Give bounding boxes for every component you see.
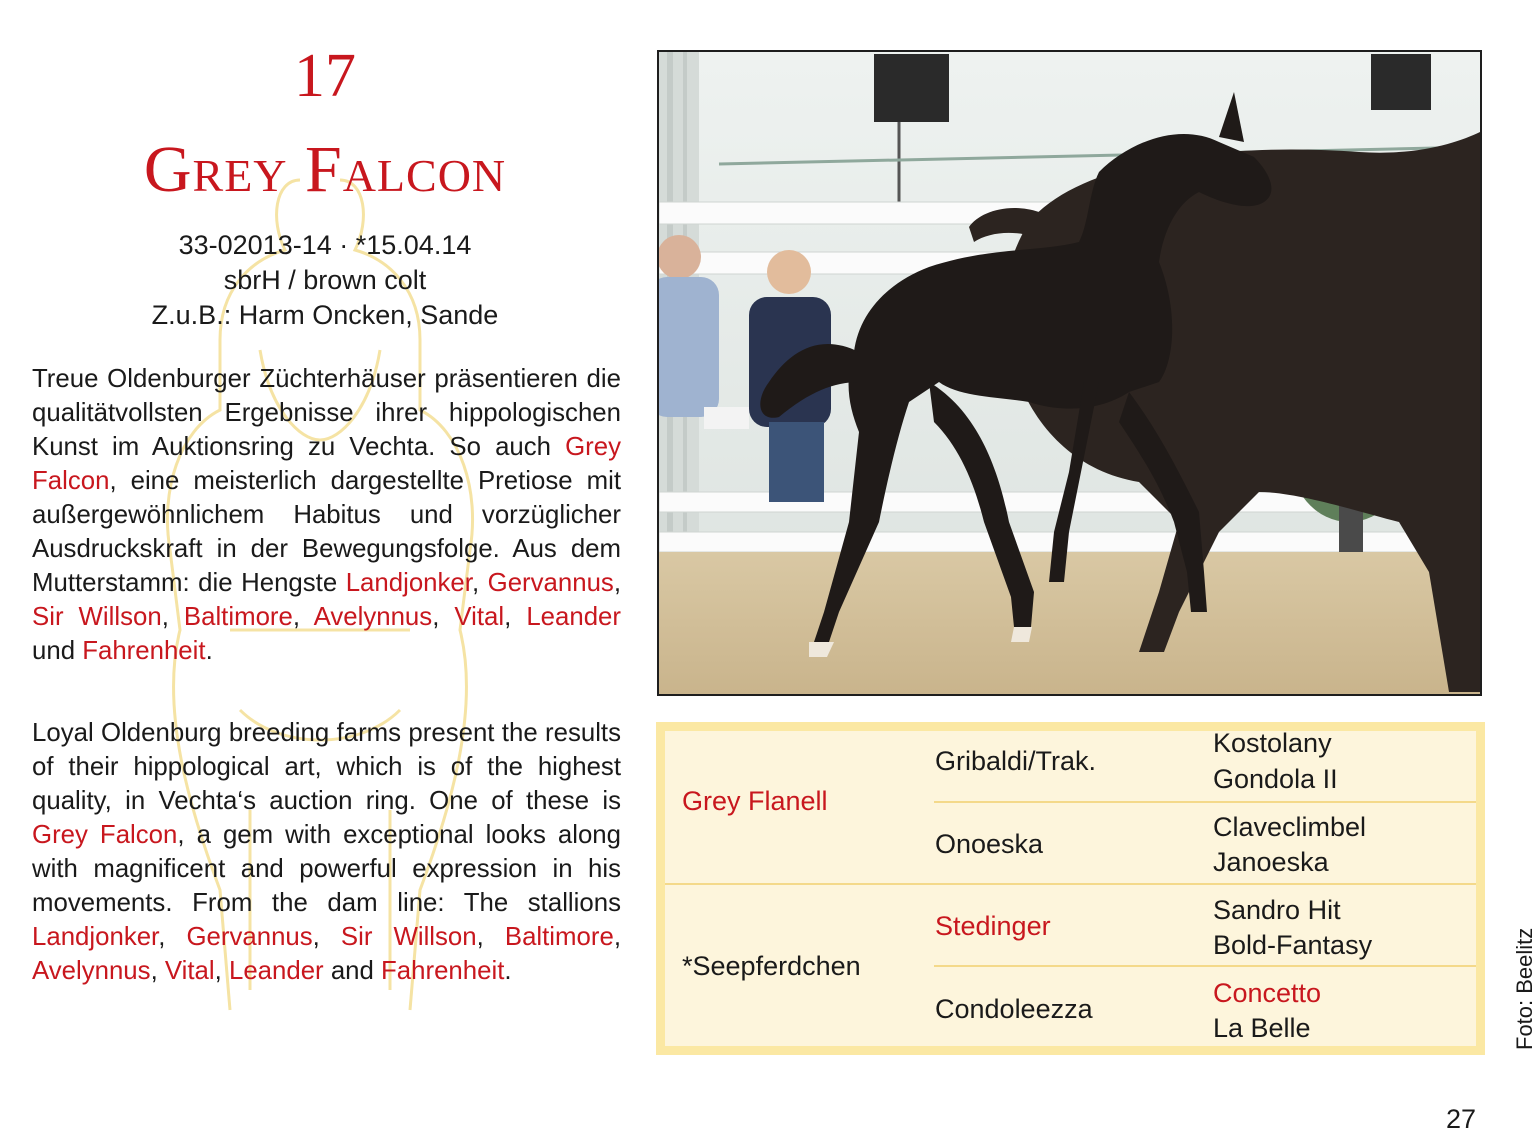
conjunction: and — [330, 957, 374, 985]
pedigree-sire-sire: Gribaldi/Trak. — [935, 746, 1097, 776]
stallion-name: Gervannus — [186, 923, 313, 951]
stallion-name: Fahrenheit — [381, 957, 505, 985]
conjunction: und — [32, 637, 76, 665]
pedigree-dd-dam: La Belle — [1213, 1013, 1311, 1043]
pedigree-dam-dam: Condoleezza — [935, 994, 1093, 1024]
description-text: Treue Oldenburger Züchterhäuser präsentieren die qualitätvollsten Ergebnisse ihrer hippologischen Kunst im Auktionsring zu Vechta. So auch — [32, 365, 621, 461]
stallion-name: Sir Willson — [32, 603, 162, 631]
horse-photo-illustration — [659, 52, 1480, 694]
horse-name-mention: Grey Falcon — [32, 821, 178, 849]
breeder-and-owner: Z.u.B.: Harm Oncken, Sande — [151, 300, 499, 330]
horse-name-mention: Grey Falcon — [32, 433, 621, 495]
stallion-name: Baltimore — [504, 923, 614, 951]
stallion-name: Avelynnus — [313, 603, 433, 631]
stallion-name: Landjonker — [345, 569, 472, 597]
pedigree-ds-dam: Bold-Fantasy — [1213, 930, 1373, 960]
stallion-name: Gervannus — [487, 569, 614, 597]
stallion-name: Vital — [164, 957, 215, 985]
description-text: Loyal Oldenburg breeding farms present the results of their hippological art, which is of the highest quality, in Vechta‘s auction ring. One of these is — [32, 719, 621, 815]
horse-name-title: Grey Falcon — [143, 133, 507, 206]
pedigree-sire-dam: Onoeska — [935, 829, 1044, 859]
stallion-name: Baltimore — [183, 603, 293, 631]
color-and-sex: sbrH / brown colt — [223, 265, 427, 295]
pedigree-panel — [665, 728, 1476, 1046]
pedigree-sire: Grey Flanell — [682, 786, 828, 816]
stallion-name: Fahrenheit — [82, 637, 206, 665]
stallion-name: Avelynnus — [32, 957, 151, 985]
registration-and-birthdate: 33-02013-14 · *15.04.14 — [178, 230, 472, 260]
description-text: , eine meisterlich dargestellte Pretiose mit außergewöhnlichem Habitus und vorzüglicher Ausdruckskraft in der Bewegungsfolge. Aus dem Mutterstamm: die Hengste — [32, 467, 621, 597]
lot-number: 17 — [294, 42, 356, 110]
pedigree-sd-dam: Janoeska — [1213, 847, 1329, 877]
pedigree-ds-sire: Sandro Hit — [1213, 895, 1341, 925]
pedigree-dam: *Seepferdchen — [682, 951, 861, 981]
description-text: , a gem with exceptional looks along with magnificent and powerful expression in his movements. From the dam line: The stallions — [32, 821, 621, 917]
stallion-name: Landjonker — [32, 923, 159, 951]
description-english: Loyal Oldenburg breeding farms present the results of their hippological art, which is of the highest quality, in Vechta‘s auction ring. One of these is Grey Falcon, a gem with exceptional looks along with magnificent and powerful expression in his movements. From the dam line: The stallions Landjonker, Gervannus, Sir Willson, Baltimore, Avelynnus, Vital, Leander and Fahrenheit. — [32, 719, 621, 985]
horse-info — [0, 228, 650, 333]
pedigree-sd-sire: Claveclimbel — [1213, 812, 1367, 842]
pedigree-dam-sire: Stedinger — [935, 911, 1051, 941]
stallion-name: Leander — [228, 957, 324, 985]
stallion-name: Leander — [526, 603, 621, 631]
page-number: 27 — [1446, 1104, 1477, 1134]
pedigree-ss-sire: Kostolany — [1213, 728, 1332, 758]
pedigree-divider — [934, 801, 1476, 803]
pedigree-dd-sire: Concetto — [1213, 978, 1322, 1008]
horse-photo — [657, 50, 1482, 696]
description-german: Treue Oldenburger Züchterhäuser präsentieren die qualitätvollsten Ergebnisse ihrer hippologischen Kunst im Auktionsring zu Vechta. So auch Grey Falcon, eine meisterlich dargestellte Pretiose mit außergewöhnlichem Habitus und vorzüglicher Ausdruckskraft in der Bewegungsfolge. Aus dem Mutterstamm: die Hengste Landjonker, Gervannus, Sir Willson, Baltimore, Avelynnus, Vital, Leander und Fahrenheit. — [32, 365, 621, 665]
pedigree-ss-dam: Gondola II — [1213, 764, 1338, 794]
pedigree-table — [656, 722, 1485, 1055]
photo-credit: Foto: Beelitz — [1512, 927, 1537, 1050]
stallion-name: Vital — [454, 603, 505, 631]
pedigree-divider — [934, 965, 1476, 967]
pedigree-divider — [665, 883, 1476, 885]
stallion-name: Sir Willson — [340, 923, 477, 951]
